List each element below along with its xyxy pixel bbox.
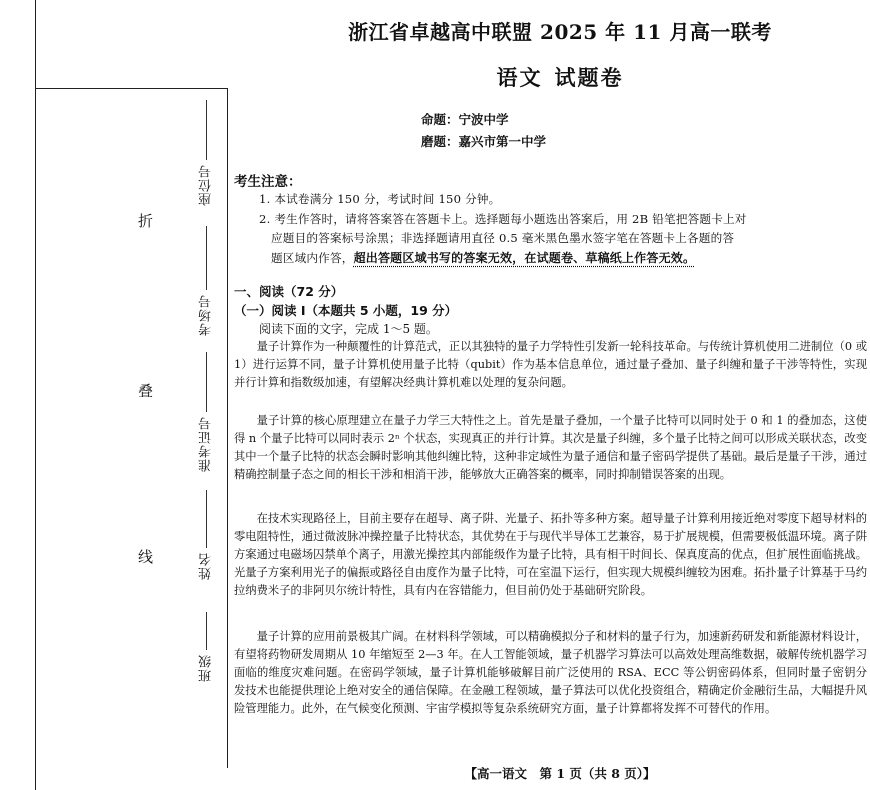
setter-credit: 命题：宁波中学	[421, 112, 509, 127]
notice-item-1: 1. 本试卷满分 150 分，考试时间 150 分钟。	[259, 192, 501, 206]
reviewer-credit: 磨题：嘉兴市第一中学	[421, 134, 547, 149]
cut-mark-line: 线	[138, 548, 154, 566]
name-label: 姓名	[199, 552, 214, 580]
binding-outer-line	[35, 0, 36, 790]
class-label: 班级	[199, 654, 214, 682]
seat-number-label: 座位号	[199, 164, 214, 206]
paper-subtitle	[240, 62, 870, 92]
notice-item-2-line-1: 2. 考生作答时，请将答案答在答题卡上。选择题每小题选出答案后，用 2B 铅笔把答题卡上对	[259, 212, 747, 226]
sub-section-heading: （一）阅读 I（本题共 5 小题，19 分）	[234, 303, 458, 318]
exam-room-field[interactable]	[194, 226, 220, 346]
page-footer: 【高一语文 第 1 页（共 8 页）】	[464, 766, 656, 781]
seat-number-field[interactable]	[194, 100, 220, 216]
binding-margin	[28, 0, 227, 790]
passage-paragraph-1: 量子计算作为一种颠覆性的计算范式，正以其独特的量子力学特性引发新一轮科技革命。与传统计算机使用二进制位（0 或 1）进行运算不同，量子计算机使用量子比特（qubit）作为基本信息单位，通过量子叠加、量子纠缠和量子干涉等特性，实现并行计算和指数级加速，有望解决经典计算机难以处理的复杂问题。	[234, 340, 867, 390]
cut-mark-fold: 折	[138, 212, 154, 230]
paper-type: 试题卷	[554, 65, 624, 90]
notice-heading: 考生注意：	[234, 174, 302, 190]
admission-number-label: 准考证号	[199, 416, 214, 472]
passage-paragraph-2: 量子计算的核心原理建立在量子力学三大特性之上。首先是量子叠加，一个量子比特可以同时处于 0 和 1 的叠加态，这使得 n 个量子比特可以同时表示 2ⁿ 个状态，实现真正的并行计算。其次是量子纠缠，多个量子比特之间可以形成关联状态，改变其中一个量子比特的状态会瞬时影响其他纠缠比特，这种非定域性为量子通信和量子密码学提供了基础。最后是量子干涉，通过精确控制量子态之间的相长干涉和相消干涉，能够放大正确答案的概率，同时抑制错误答案的出现。	[234, 414, 867, 482]
notice-warning: 超出答题区域书写的答案无效，在试题卷、草稿纸上作答无效。	[353, 251, 696, 265]
notice-item-2-line-3	[271, 249, 695, 266]
cut-mark-stack: 叠	[138, 382, 154, 400]
name-field[interactable]	[194, 490, 220, 600]
class-field[interactable]	[194, 612, 220, 712]
exam-title: 浙江省卓越高中联盟 2025 年 11 月高一联考	[348, 20, 772, 44]
notice-item-2-line-3-plain: 题区域内作答，	[271, 251, 354, 265]
subject-name: 语文	[496, 65, 543, 90]
passage-paragraph-3: 在技术实现路径上，目前主要存在超导、离子阱、光量子、拓扑等多种方案。超导量子计算利用接近绝对零度下超导材料的零电阻特性，通过微波脉冲操控量子比特状态，其优势在于与现代半导体工艺兼容，易于扩展规模，但需要极低温环境。离子阱方案通过电磁场囚禁单个离子，用激光操控其内部能级作为量子比特，具有相干时间长、保真度高的优点，但扩展性面临挑战。光量子方案利用光子的偏振或路径自由度作为量子比特，可在室温下运行，但实现大规模纠缠较为困难。拓扑量子计算基于马约拉纳费米子的非阿贝尔统计特性，具有内在容错能力，但目前仍处于基础研究阶段。	[234, 512, 867, 598]
exam-room-label: 考场号	[199, 294, 214, 336]
binding-top-divider	[35, 88, 227, 89]
reading-instruction: 阅读下面的文字，完成 1～5 题。	[259, 322, 438, 336]
binding-inner-line	[227, 88, 228, 768]
admission-number-field[interactable]	[194, 352, 220, 482]
section-heading: 一、阅读（72 分）	[234, 284, 344, 299]
notice-item-2-line-2: 应题目的答案标号涂黑；非选择题请用直径 0.5 毫米黑色墨水签字笔在答题卡上各题的答	[271, 231, 735, 245]
passage-paragraph-4: 量子计算的应用前景极其广阔。在材料科学领域，可以精确模拟分子和材料的量子行为，加速新药研发和新能源材料设计，有望将药物研发周期从 10 年缩短至 2—3 年。在人工智能领域，量子机器学习算法可以高效处理高维数据，破解传统机器学习面临的维度灾难问题。在密码学领域，量子计算机能够破解目前广泛使用的 RSA、ECC 等公钥密码体系，但同时量子密钥分发技术也能提供理论上绝对安全的通信保障。在金融工程领域，量子算法可以优化投资组合，精确定价金融衍生品，大幅提升风险管理能力。此外，在气候变化预测、宇宙学模拟等复杂系统研究方面，量子计算都将发挥不可替代的作用。	[234, 630, 867, 716]
